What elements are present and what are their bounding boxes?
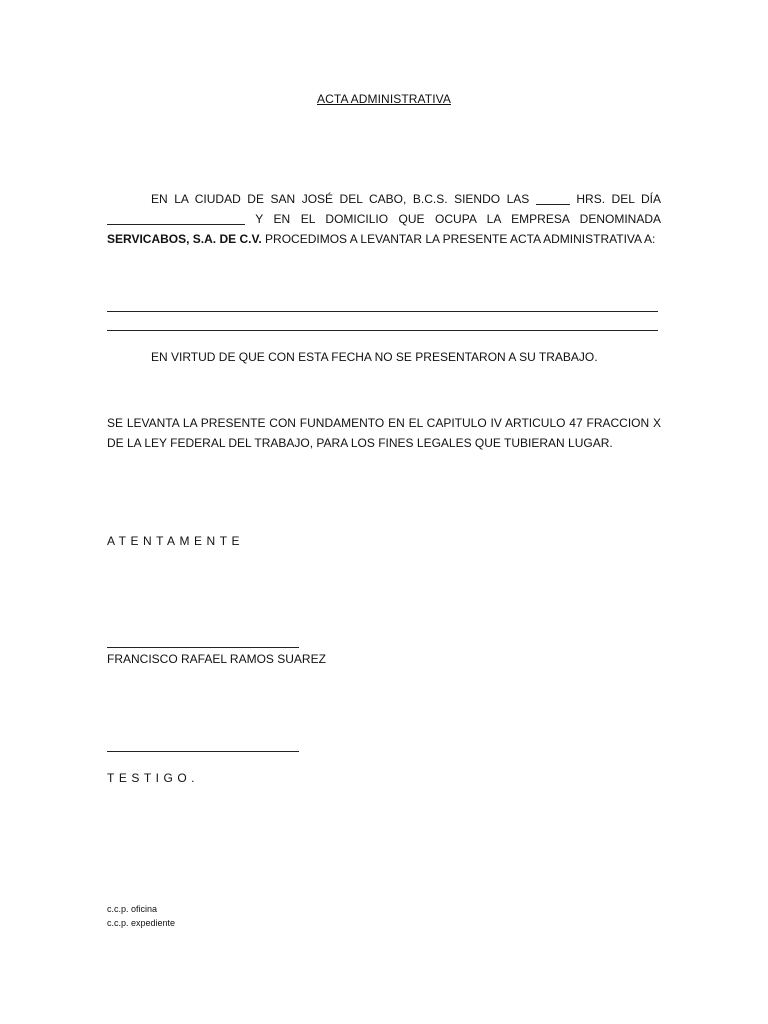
opening-paragraph xyxy=(107,189,661,249)
witness-label: TESTIGO. xyxy=(107,771,200,785)
opening-text-b: HRS. DEL DÍA xyxy=(569,192,661,206)
document-title: ACTA ADMINISTRATIVA xyxy=(317,92,451,106)
ccp-file: c.c.p. expediente xyxy=(107,918,176,928)
ccp-office: c.c.p. oficina xyxy=(107,904,158,914)
opening-text-c: Y EN EL DOMICILIO QUE OCUPA LA EMPRESA DENOMINADA xyxy=(245,212,661,226)
witness-signature-line xyxy=(107,751,299,752)
signature-line xyxy=(107,647,299,648)
employee-name-line-2 xyxy=(107,330,658,331)
legal-basis-paragraph: SE LEVANTA LA PRESENTE CON FUNDAMENTO EN EL CAPITULO IV ARTICULO 47 FRACCION X DE LA LEY FEDERAL DEL TRABAJO, PARA LOS FINES LEGALES QUE TUBIERAN LUGAR. xyxy=(107,416,661,450)
opening-text-d: PROCEDIMOS A LEVANTAR LA PRESENTE ACTA ADMINISTRATIVA A: xyxy=(261,232,656,246)
opening-text-a: EN LA CIUDAD DE SAN JOSÉ DEL CABO, B.C.S. SIENDO LAS xyxy=(151,192,536,206)
reason-paragraph: EN VIRTUD DE QUE CON ESTA FECHA NO SE PRESENTARON A SU TRABAJO. xyxy=(151,350,598,364)
hours-blank xyxy=(536,192,570,205)
signer-name: FRANCISCO RAFAEL RAMOS SUAREZ xyxy=(107,652,326,666)
company-name: SERVICABOS, S.A. DE C.V. xyxy=(107,232,262,246)
employee-name-line-1 xyxy=(107,311,658,312)
date-blank xyxy=(107,212,245,225)
closing-salutation: ATENTAMENTE xyxy=(107,534,245,548)
